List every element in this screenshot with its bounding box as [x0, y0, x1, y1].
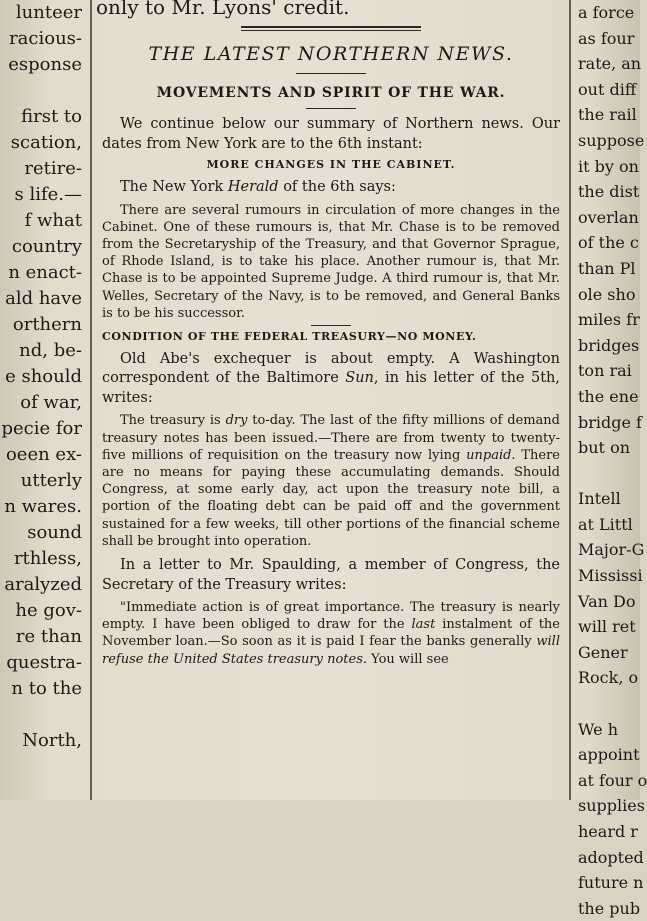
left-column-line — [0, 702, 88, 728]
right-column-line: the pub — [578, 898, 641, 918]
spaulding-paragraph: In a letter to Mr. Spaulding, a member of Congress, the Secretary of the Treasury writes: — [102, 557, 560, 593]
right-column-line: future n — [578, 873, 644, 893]
left-column-line: pecie for — [1, 418, 82, 439]
right-column-line: at Littl — [578, 514, 633, 534]
right-column-line: Mississi — [578, 566, 643, 586]
right-column-line: appoint — [578, 745, 640, 765]
headline-rule — [296, 73, 366, 74]
right-column-line: as four — [578, 28, 635, 48]
right-column-line: at four o — [578, 770, 647, 790]
left-column-line: rthless, — [13, 548, 82, 569]
left-column-line: aralyzed — [4, 574, 82, 595]
double-rule — [241, 26, 421, 31]
left-column-line: f what — [24, 210, 82, 231]
treasury-paragraph: The treasury is dry to-day. The last of the fifty millions of demand treasury notes has been issued.—There are from twenty to twenty-five millions of requisition on the treasury now lying unpaid. There are no means for paying these accumulating demands. Should Congress, at some early day, act upon the treasury note bill, a portion of the floating debt can be paid off and the government sustained for a few weeks, till other portions of the financial scheme shall be brought into operation. — [102, 413, 560, 549]
right-column-line: adopted — [578, 847, 644, 867]
subheadline: MOVEMENTS AND SPIRIT OF THE WAR. — [156, 85, 506, 101]
headline: THE LATEST NORTHERN NEWS. — [148, 43, 514, 65]
right-column-line: rate, an — [578, 54, 642, 74]
right-column-line: out diff — [578, 79, 637, 99]
column-rule-right — [569, 0, 571, 800]
letter-paragraph: "Immediate action is of great importance. The treasury is nearly empty. I have been obliged to draw for the last instalment of the November loan.—So soon as it is paid I fear the banks generally will refuse the United States treasury notes. You will see — [102, 600, 560, 667]
right-column-line: the dist — [578, 182, 640, 202]
left-column-line: country — [11, 236, 82, 257]
right-column-line: heard r — [578, 822, 638, 841]
left-column-line: lunteer — [15, 2, 82, 23]
left-column-line: nd, be- — [19, 340, 82, 361]
right-column-line: overlan — [578, 207, 639, 227]
right-column-line: ole sho — [578, 284, 636, 304]
right-column-line: Gener — [578, 642, 628, 662]
intro-paragraph: We continue below our summary of Northern news. Our dates from New York are to the 6th instant: — [102, 116, 560, 152]
section-title-treasury: CONDITION OF THE FEDERAL TREASURY—NO MONEY. — [102, 329, 477, 343]
right-column-line — [574, 691, 640, 717]
right-column-line: a force — [578, 3, 635, 22]
main-column — [96, 0, 566, 800]
right-column-line: ton rai — [578, 361, 632, 381]
left-column-line: scation, — [10, 132, 82, 153]
left-column-line: e should — [5, 366, 82, 387]
right-column-line: We h — [578, 719, 618, 739]
right-column-line: bridge f — [578, 412, 642, 432]
left-column-line: n enact- — [8, 262, 82, 283]
left-column-line: first to — [21, 106, 82, 127]
right-column-line: miles fr — [578, 310, 640, 330]
right-column-line: will ret — [578, 617, 636, 637]
left-column-line: ald have — [5, 288, 82, 309]
left-column-line: n wares. — [4, 496, 82, 517]
subheadline-rule — [306, 108, 356, 109]
right-column — [574, 0, 647, 918]
right-column-line: the ene — [578, 386, 639, 406]
left-column-line: North, — [22, 730, 82, 751]
right-column-line: Intell — [578, 489, 621, 509]
left-column-line: esponse — [8, 54, 82, 75]
section-title-cabinet: MORE CHANGES IN THE CABINET. — [206, 158, 456, 171]
right-column-line: the rail — [578, 105, 637, 125]
left-column-line: of war, — [20, 392, 82, 413]
left-column — [0, 0, 88, 800]
left-column-line: re than — [15, 626, 82, 647]
right-column-line: of the c — [578, 233, 639, 253]
left-column-line: orthern — [12, 314, 82, 335]
right-column-line — [574, 461, 640, 487]
column-rule-left — [90, 0, 92, 800]
right-column-line: suppose — [578, 130, 645, 150]
left-column-line: n to the — [11, 678, 82, 699]
right-column-line: Rock, o — [578, 668, 639, 688]
left-column-line: retire- — [24, 158, 82, 179]
top-line: only to Mr. Lyons' credit. — [96, 0, 350, 19]
left-column-line — [0, 78, 88, 104]
right-column-line: Major-G — [578, 540, 645, 560]
left-column-line: questra- — [6, 652, 82, 673]
right-column-line: bridges — [578, 335, 640, 355]
rumours-paragraph: There are several rumours in circulation of more changes in the Cabinet. One of these rumours is, that Mr. Chase is to be removed from the Secretaryship of the Treasury, and that Governor Sprague, of Rhode Island, is to take his place. Another rumour is, that Mr. Chase is to be appointed Supreme Judge. A third rumour is, that Mr. Welles, Secretary of the Navy, is to be removed, and General Banks is to be his successor. — [102, 202, 560, 321]
left-column-line: sound — [27, 522, 82, 543]
right-column-line: but on — [578, 438, 630, 458]
right-column-line: it by on — [578, 156, 639, 176]
herald-paragraph: The New York Herald of the 6th says: — [120, 179, 396, 195]
left-column-line: utterly — [20, 470, 82, 491]
section-rule — [311, 325, 351, 326]
left-column-line: s life.— — [14, 184, 82, 205]
right-column-line: Van Do — [578, 591, 636, 611]
left-column-line: racious- — [9, 28, 82, 49]
right-column-line: supplies — [578, 796, 645, 816]
left-column-line: he gov- — [15, 600, 82, 621]
left-column-line: oeen ex- — [5, 444, 82, 465]
exchequer-paragraph: Old Abe's exchequer is about empty. A Washington correspondent of the Baltimore Sun, in his letter of the 5th, writes: — [102, 350, 560, 406]
right-column-line: than Pl — [578, 258, 636, 278]
